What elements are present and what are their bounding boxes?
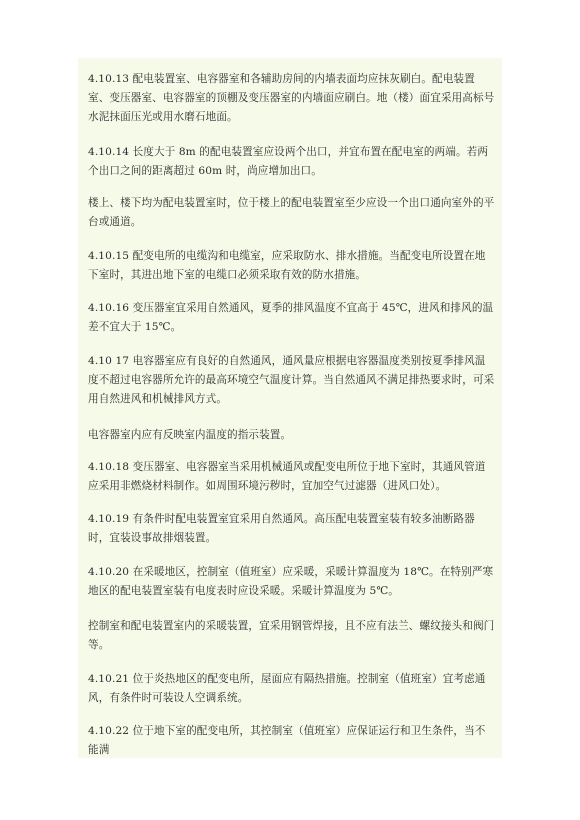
clause-4-10-16: 4.10.16 变压器室宜采用自然通风，夏季的排风温度不宜高于 45℃，进风和排风的温差不宜大于 15℃。 (88, 302, 494, 333)
clause-4-10-14-note: 楼上、楼下均为配电装置室时，位于楼上的配电装置室至少应设一个出口通向室外的平台或通道。 (88, 197, 495, 228)
document-page (78, 58, 502, 758)
clause-4-10-20: 4.10.20 在采暖地区，控制室（值班室）应采暖，采暖计算温度为 18℃。在特别严寒地区的配电装置室装有电度表时应设采暖。采暖计算温度为 5℃。 (88, 566, 494, 597)
clause-4-10-21: 4.10.21 位于炎热地区的配变电所，屋面应有隔热措施。控制室（值班室）宜考虑通风，有条件时可装设人空调系统。 (88, 673, 486, 704)
clause-4-10-14: 4.10.14 长度大于 8m 的配电装置室应设两个出口，并宜布置在配电室的两端。若两个出口之间的距离超过 60m 时，尚应增加出口。 (88, 146, 489, 177)
clause-4-10-13: 4.10.13 配电装置室、电容器室和各辅助房间的内墙表面均应抹灰刷白。配电装置室、变压器室、电容器室的顶棚及变压器室的内墙面应刷白。地（楼）面宜采用高标号水泥抹面压光或用水磨石地面。 (88, 73, 495, 123)
clause-4-10-20-note: 控制室和配电装置室内的采暖装置，宜采用钢管焊接，且不应有法兰、螺纹接头和阀门等。 (88, 620, 495, 651)
clause-4-10-15: 4.10.15 配变电所的电缆沟和电缆室，应采取防水、排水措施。当配变电所设置在地下室时，其进出地下室的电缆口必须采取有效的防水措施。 (88, 250, 486, 281)
clause-4-10-19: 4.10.19 有条件时配电装置室宜采用自然通风。高压配电装置室装有较多油断路器时，宜装设事故排烟装置。 (88, 513, 475, 544)
clause-4-10-18: 4.10.18 变压器室、电容器室当采用机械通风或配变电所位于地下室时，其通风管道应采用非燃烧材料制作。如周围环境污秽时，宜加空气过滤器（进风口处）。 (88, 461, 486, 492)
clause-4-10-17: 4.10 17 电容器室应有良好的自然通风，通风量应根据电容器温度类别按夏季排风温度不超过电容器所允许的最高环境空气温度计算。当自然通风不满足排热要求时，可采用自然进风和机械排风方式。 (88, 355, 495, 405)
clause-4-10-17-note: 电容器室内应有反映室内温度的指示装置。 (88, 429, 292, 441)
clause-4-10-22: 4.10.22 位于地下室的配变电所，其控制室（值班室）应保证运行和卫生条件，当不能满 (88, 725, 486, 756)
